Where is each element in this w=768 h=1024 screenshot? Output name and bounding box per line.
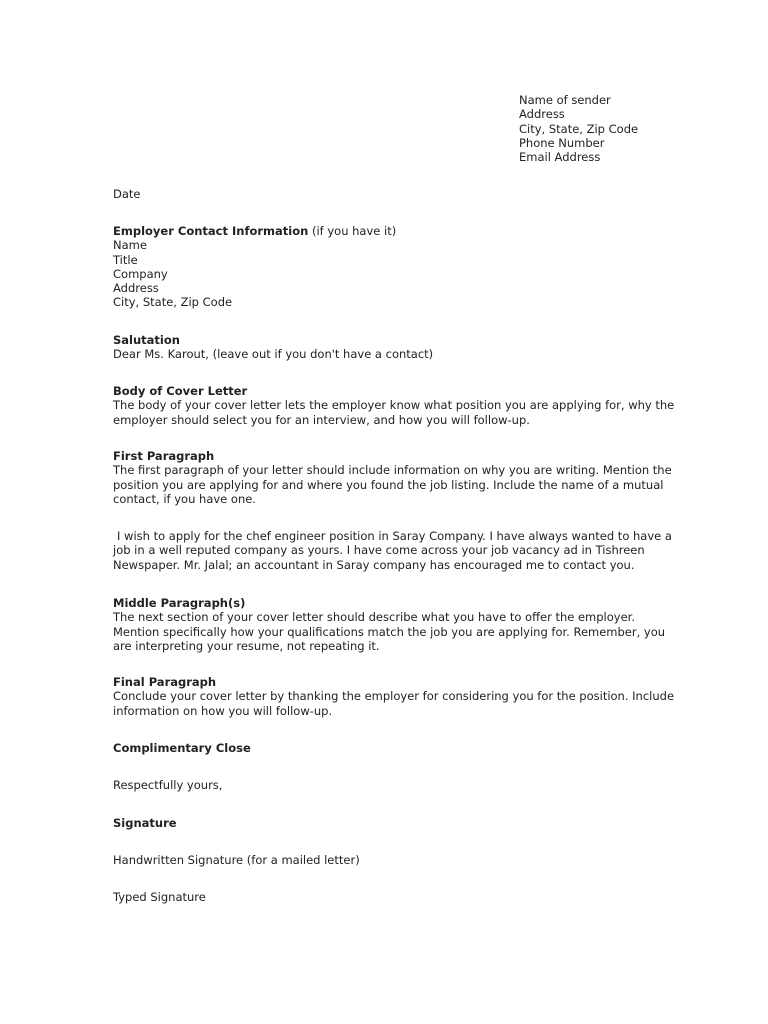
sender-block: [519, 93, 749, 164]
body-section-block: [113, 384, 683, 427]
final-paragraph-block: [113, 675, 683, 718]
example-paragraph-text: I wish to apply for the chef engineer position in Saray Company. I have always wanted to have a job in a well reputed company as yours. I have come across your job vacancy ad in Tishreen Newspaper. Mr. Jalal; an accountant in Saray company has encouraged me to contact you.: [113, 529, 672, 572]
employer-line: Title: [113, 252, 138, 267]
first-paragraph-heading: First Paragraph: [113, 449, 215, 463]
middle-paragraph-heading: Middle Paragraph(s): [113, 596, 246, 610]
employer-heading-line: [113, 224, 683, 238]
sender-address: Address: [519, 107, 565, 122]
middle-paragraph-block: [113, 596, 683, 653]
employer-line: Name: [113, 238, 147, 253]
complimentary-close-text: Respectfully yours,: [113, 778, 223, 792]
salutation-block: [113, 333, 683, 362]
sender-name: Name of sender: [519, 93, 611, 107]
typed-signature-text: Typed Signature: [113, 890, 206, 904]
typed-signature-block: [113, 890, 683, 904]
complimentary-close-text-block: [113, 778, 683, 792]
first-paragraph-text: The first paragraph of your letter should include information on why you are writing. Mention the position you are applying for and where you found the job listing. Include the name of a mutual contact, if you have one.: [113, 463, 672, 506]
body-section-heading: Body of Cover Letter: [113, 384, 248, 398]
date-text: Date: [113, 187, 141, 201]
final-paragraph-text: Conclude your cover letter by thanking the employer for considering you for the position. Include information on how you will follow-up.: [113, 689, 675, 718]
employer-heading-note: (if you have it): [308, 224, 397, 238]
first-paragraph-block: [113, 449, 683, 506]
complimentary-close-heading: Complimentary Close: [113, 741, 251, 755]
signature-heading: Signature: [113, 816, 177, 830]
handwritten-signature-block: [113, 853, 683, 867]
salutation-text: Dear Ms. Karout, (leave out if you don't have a contact): [113, 347, 434, 362]
sender-email: Email Address: [519, 150, 601, 165]
employer-line: City, State, Zip Code: [113, 295, 233, 310]
employer-heading: Employer Contact Information: [113, 224, 309, 238]
middle-paragraph-text: The next section of your cover letter should describe what you have to offer the employer. Mention specifically how your qualifications match the job you are applying for. Remember, you are interpreting your resume, not repeating it.: [113, 610, 666, 653]
sender-phone: Phone Number: [519, 135, 605, 150]
employer-contact-block: [113, 224, 683, 310]
complimentary-close-heading-block: [113, 741, 683, 755]
final-paragraph-heading: Final Paragraph: [113, 675, 217, 689]
example-paragraph-block: [113, 529, 683, 572]
employer-line: Address: [113, 281, 159, 296]
employer-line: Company: [113, 266, 168, 281]
salutation-heading: Salutation: [113, 333, 180, 347]
handwritten-signature-text: Handwritten Signature (for a mailed letter): [113, 853, 360, 867]
signature-heading-block: [113, 816, 683, 830]
sender-city-state-zip: City, State, Zip Code: [519, 121, 639, 136]
body-section-text: The body of your cover letter lets the employer know what position you are applying for, why the employer should select you for an interview, and how you will follow-up.: [113, 398, 675, 427]
date-line: [113, 187, 683, 201]
